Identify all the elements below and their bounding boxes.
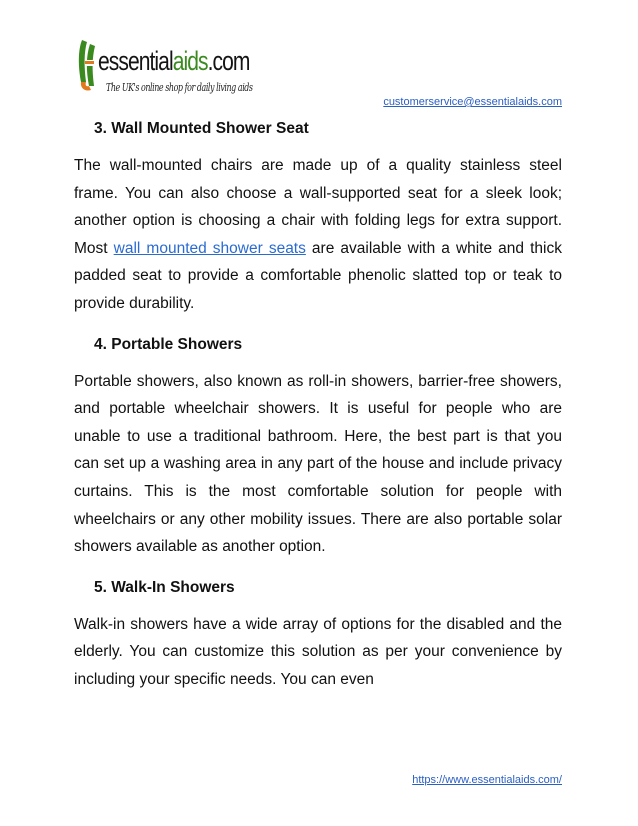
section-paragraph-walk-in: Walk-in showers have a wide array of options for the disabled and the elderly. You can customize this solution as per your convenience by including your specific needs. You can even xyxy=(74,615,562,688)
paragraph-text: are available with a white and thick padded seat to provide a comfortable phenolic slatted top or teak to provide durability. xyxy=(74,239,562,312)
paragraph-text: The wall-mounted chairs are made up of a quality stainless steel frame. You can also choose a wall-supported seat for a sleek look; another option is choosing a chair with folding legs for extra support. Most xyxy=(74,157,562,257)
email-link[interactable]: customerservice@essentialaids.com xyxy=(383,96,562,108)
section-paragraph-portable: Portable showers, also known as roll-in showers, barrier-free showers, and portable wheelchair showers. It is useful for people who are unable to use a traditional bathroom. Here, the best part is that you can set up a washing area in any part of the house and include privacy curtains. This is the most comfortable solution for people with wheelchairs or any other mobility issues. There are also portable solar showers available as another option. xyxy=(74,372,562,556)
footer-url-link[interactable]: https://www.essentialaids.com/ xyxy=(412,774,562,786)
logo-tagline: The UK's online shop for daily living aids xyxy=(106,81,253,94)
main-content xyxy=(74,116,562,708)
section-heading-walk-in: 5. Walk-In Showers xyxy=(94,578,235,596)
wall-mounted-seats-link[interactable]: wall mounted shower seats xyxy=(113,239,306,257)
section-paragraph-wall-mounted xyxy=(74,152,562,318)
logo[interactable] xyxy=(76,36,253,106)
logo-wordmark: essentialaids.com xyxy=(98,46,250,76)
section-heading-portable: 4. Portable Showers xyxy=(94,335,243,353)
section-heading-wall-mounted: 3. Wall Mounted Shower Seat xyxy=(94,120,309,137)
